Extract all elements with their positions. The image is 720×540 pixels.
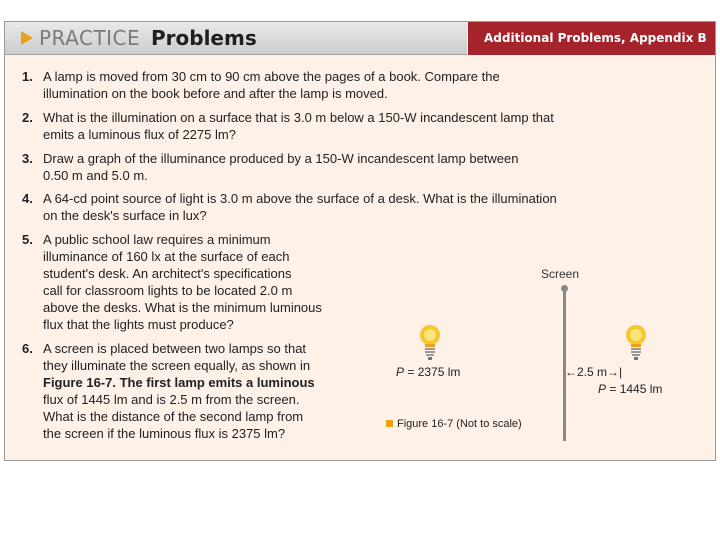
problem-number: 1. bbox=[22, 69, 33, 84]
problem-line: A public school law requires a minimum bbox=[43, 232, 271, 247]
problem-text bbox=[43, 231, 322, 333]
problem-line: the screen if the luminous flux is 2375 lm? bbox=[43, 426, 286, 441]
problem-line: 0.50 m and 5.0 m. bbox=[43, 168, 148, 183]
additional-problems-banner bbox=[468, 22, 715, 55]
figure-caption bbox=[386, 418, 522, 430]
right-lamp-flux-value: = 1445 lm bbox=[609, 382, 663, 396]
header-title-problems: Problems bbox=[151, 26, 257, 50]
problem-number: 2. bbox=[22, 110, 33, 125]
problem-line: Draw a graph of the illuminance produced by a 150-W incandescent lamp between bbox=[43, 151, 519, 166]
right-arrow-icon: →| bbox=[607, 365, 623, 379]
problem-number: 4. bbox=[22, 191, 33, 206]
right-lamp-flux bbox=[598, 382, 662, 396]
header-bar bbox=[5, 22, 715, 55]
problem-line: What is the illumination on a surface that is 3.0 m below a 150-W incandescent lamp that bbox=[43, 110, 554, 125]
problem-number: 5. bbox=[22, 232, 33, 247]
problem-line: call for classroom lights to be located 2.0 m bbox=[43, 283, 293, 298]
figure-reference: Figure 16-7. The first lamp emits a luminous bbox=[43, 375, 315, 390]
right-lamp-p-symbol: P bbox=[598, 382, 607, 396]
problem-line: A lamp is moved from 30 cm to 90 cm above the pages of a book. Compare the bbox=[43, 69, 500, 84]
problem-text bbox=[43, 109, 554, 143]
left-lamp-flux-value: = 2375 lm bbox=[407, 365, 461, 379]
left-arrow-icon: ← bbox=[565, 365, 577, 379]
problem-line: emits a luminous flux of 2275 lm? bbox=[43, 127, 236, 142]
problem-line: above the desks. What is the minimum luminous bbox=[43, 300, 322, 315]
problem-line: flux that the lights must produce? bbox=[43, 317, 234, 332]
problem-line: illuminance of 160 lx at the surface of each bbox=[43, 249, 290, 264]
caption-square-icon bbox=[386, 420, 393, 427]
distance-value: 2.5 m bbox=[577, 365, 608, 379]
header-title-practice: PRACTICE bbox=[39, 26, 141, 50]
problem-line: A 64-cd point source of light is 3.0 m above the surface of a desk. What is the illumination bbox=[43, 191, 557, 206]
problem-line: A screen is placed between two lamps so that bbox=[43, 341, 307, 356]
problem-line bbox=[43, 374, 315, 391]
problem-line: student's desk. An architect's specifications bbox=[43, 266, 292, 281]
problem-line: they illuminate the screen equally, as shown in bbox=[43, 358, 311, 373]
problem-line: flux of 1445 lm and is 2.5 m from the screen. bbox=[43, 392, 300, 407]
problem-text bbox=[43, 190, 557, 224]
problem-number: 6. bbox=[22, 341, 33, 356]
problem-line: illumination on the book before and after the lamp is moved. bbox=[43, 86, 388, 101]
left-lightbulb-icon bbox=[418, 323, 442, 361]
header-title-area bbox=[5, 22, 467, 55]
problem-number: 3. bbox=[22, 151, 33, 166]
figure-caption-text: Figure 16-7 (Not to scale) bbox=[397, 418, 522, 430]
arrow-icon bbox=[21, 31, 33, 45]
problem-line: What is the distance of the second lamp from bbox=[43, 409, 304, 424]
problem-text bbox=[43, 68, 500, 102]
additional-problems-label: Additional Problems, Appendix B bbox=[484, 31, 707, 45]
problem-line: on the desk's surface in lux? bbox=[43, 208, 207, 223]
distance-marker bbox=[565, 365, 622, 379]
problem-text bbox=[43, 340, 315, 442]
right-lightbulb-icon bbox=[624, 323, 648, 361]
problem-text bbox=[43, 150, 519, 184]
left-lamp-flux bbox=[396, 365, 460, 379]
left-lamp-p-symbol: P bbox=[396, 365, 405, 379]
screen-label: Screen bbox=[541, 267, 580, 281]
